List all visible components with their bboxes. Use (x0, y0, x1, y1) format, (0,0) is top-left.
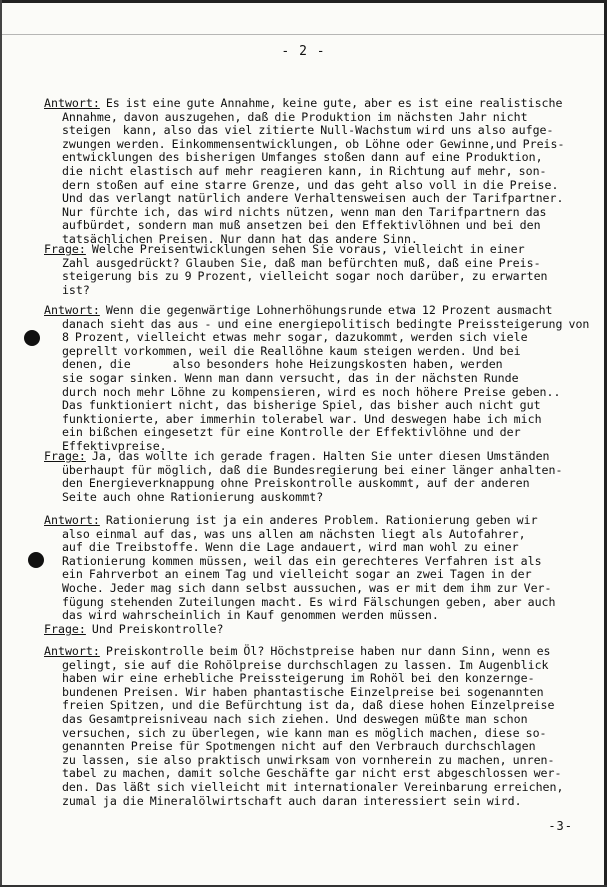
block-text: Es ist eine gute Annahme, keine gute, aber es ist eine realistische Annahme, davon auszugehen, daß die Produktion im nächsten Jahr nicht steigen kann, also das viel zitierte Null-Wachstum wird uns also aufge- zwungen werden. Einkommensentwicklungen, ob Löhne oder Gewinne,und Preis- entwicklungen des bisherigen Umfanges stoßen dann auf eine Produktion, die nicht elastisch auf mehr reagieren kann, in Richtung auf mehr, son- dern stoßen auf eine starre Grenze, und das geht also voll in die Preise. Und das verlangt natürlich andere Verhaltensweisen auch der Tarifpartner. Nur fürchte ich, das wird nichts nützen, wenn man den Tarifpartnern das aufbürdet, sondern man muß ansetzen bei den Effektivlöhnen und bei den tatsächlichen Preisen. Nur dann hat das andere Sinn. (61, 96, 565, 246)
answer-block (44, 304, 590, 454)
speaker-label: Frage: (44, 449, 86, 463)
speaker-label: Frage: (44, 242, 86, 256)
speaker-label: Antwort: (44, 513, 100, 527)
block-text: Welche Preisentwicklungen sehen Sie voraus, vielleicht in einer Zahl ausgedrückt? Glauben Sie, daß man befürchten muß, daß eine Preis- steigerung bis zu 9 Prozent, vielleicht sogar noch darüber, zu erwarten ist? (61, 242, 548, 297)
block-text: Ja, das wollte ich gerade fragen. Halten Sie unter diesen Umständen überhaupt für möglich, daß die Bundesregierung bei einer länger anhalten- den Energieverknappung ohne Preiskontrolle auskommt, auf der anderen Seite auch ohne Rationierung auskommt? (61, 449, 563, 504)
scan-border-left (0, 0, 2, 887)
punch-hole-icon (28, 552, 44, 568)
speaker-label: Antwort: (44, 96, 100, 110)
question-block (44, 243, 590, 297)
answer-block (44, 645, 590, 808)
punch-hole-icon (24, 330, 40, 346)
page-number-bottom: -3- (548, 819, 573, 833)
question-block (44, 623, 590, 637)
scan-border-top (0, 0, 607, 3)
block-text: Rationierung ist ja ein anderes Problem. Rationierung geben wir also einmal auf das, was uns allen am nächsten liegt als Autofahrer, auf die Treibstoffe. Wenn die Lage andauert, wird man wohl zu einer Rationierung kommen müssen, weil das ein gerechteres Verfahren ist als ein Fahrverbot an einem Tag und vielleicht sogar an zwei Tagen in der Woche. Jeder mag sich dann selbst aussuchen, was er mit dem ihm zur Ver- fügung stehenden Zuteilungen macht. Es wird Fälschungen geben, aber auch das wird wahrscheinlich in Kauf genommen werden müssen. (61, 513, 556, 623)
answer-block (44, 514, 590, 623)
question-block (44, 450, 590, 504)
block-text: Wenn die gegenwärtige Lohnerhöhungsrunde etwa 12 Prozent ausmacht danach sieht das aus - und eine energiepolitisch bedingte Preissteigerung von 8 Prozent, vielleicht etwas mehr sogar, dazukommt, werden sich viele geprellt vorkommen, weil die Reallöhne kaum steigen werden. Und bei denen, die also besonders hohe Heizungskosten haben, werden sie sogar sinken. Wenn man dann versucht, das in der nächsten Runde durch noch mehr Löhne zu kompensieren, wird es noch höhere Preise geben.. Das funktioniert nicht, das bisherige Spiel, das bisher auch nicht gut funktionierte, aber immerhin tolerabel war. Und deswegen habe ich mich ein bißchen eingesetzt für eine Kontrolle der Effektivlöhne und der Effektivpreise. (61, 303, 590, 453)
speaker-label: Frage: (44, 622, 86, 636)
page-number-top: - 2 - (281, 44, 326, 59)
speaker-label: Antwort: (44, 303, 100, 317)
answer-block (44, 97, 590, 247)
block-text: Und Preiskontrolle? (85, 622, 224, 636)
block-text: Preiskontrolle beim Öl? Höchstpreise haben nur dann Sinn, wenn es gelingt, sie auf die Rohölpreise durchschlagen zu lassen. Im Augenblick haben wir eine erhebliche Preissteigerung im Rohöl bei den konzerngе- bundenen Preisen. Wir haben phantastische Einzelpreise bei sogenannten freien Spitzen, und die Befürchtung ist da, daß diese hohen Einzelpreise das Gesamtpreisniveau nach sich ziehen. Und deswegen müßte man schon versuchen, sich zu überlegen, wie kann man es möglich machen, diese so- genannten Preise für Spotmengen nicht auf den Verbrauch durchschlagen zu lassen, sie also praktisch unwirksam von vornherein zu machen, unren- tabel zu machen, damit solche Geschäfte gar nicht erst abgeschlossen wer- den. Das läßt sich vielleicht mit internationaler Vereinbarung erreichen, zumal ja die Mineralölwirtschaft auch daran interessiert sein wird. (61, 644, 564, 808)
speaker-label: Antwort: (44, 644, 100, 658)
scan-line (0, 34, 607, 35)
